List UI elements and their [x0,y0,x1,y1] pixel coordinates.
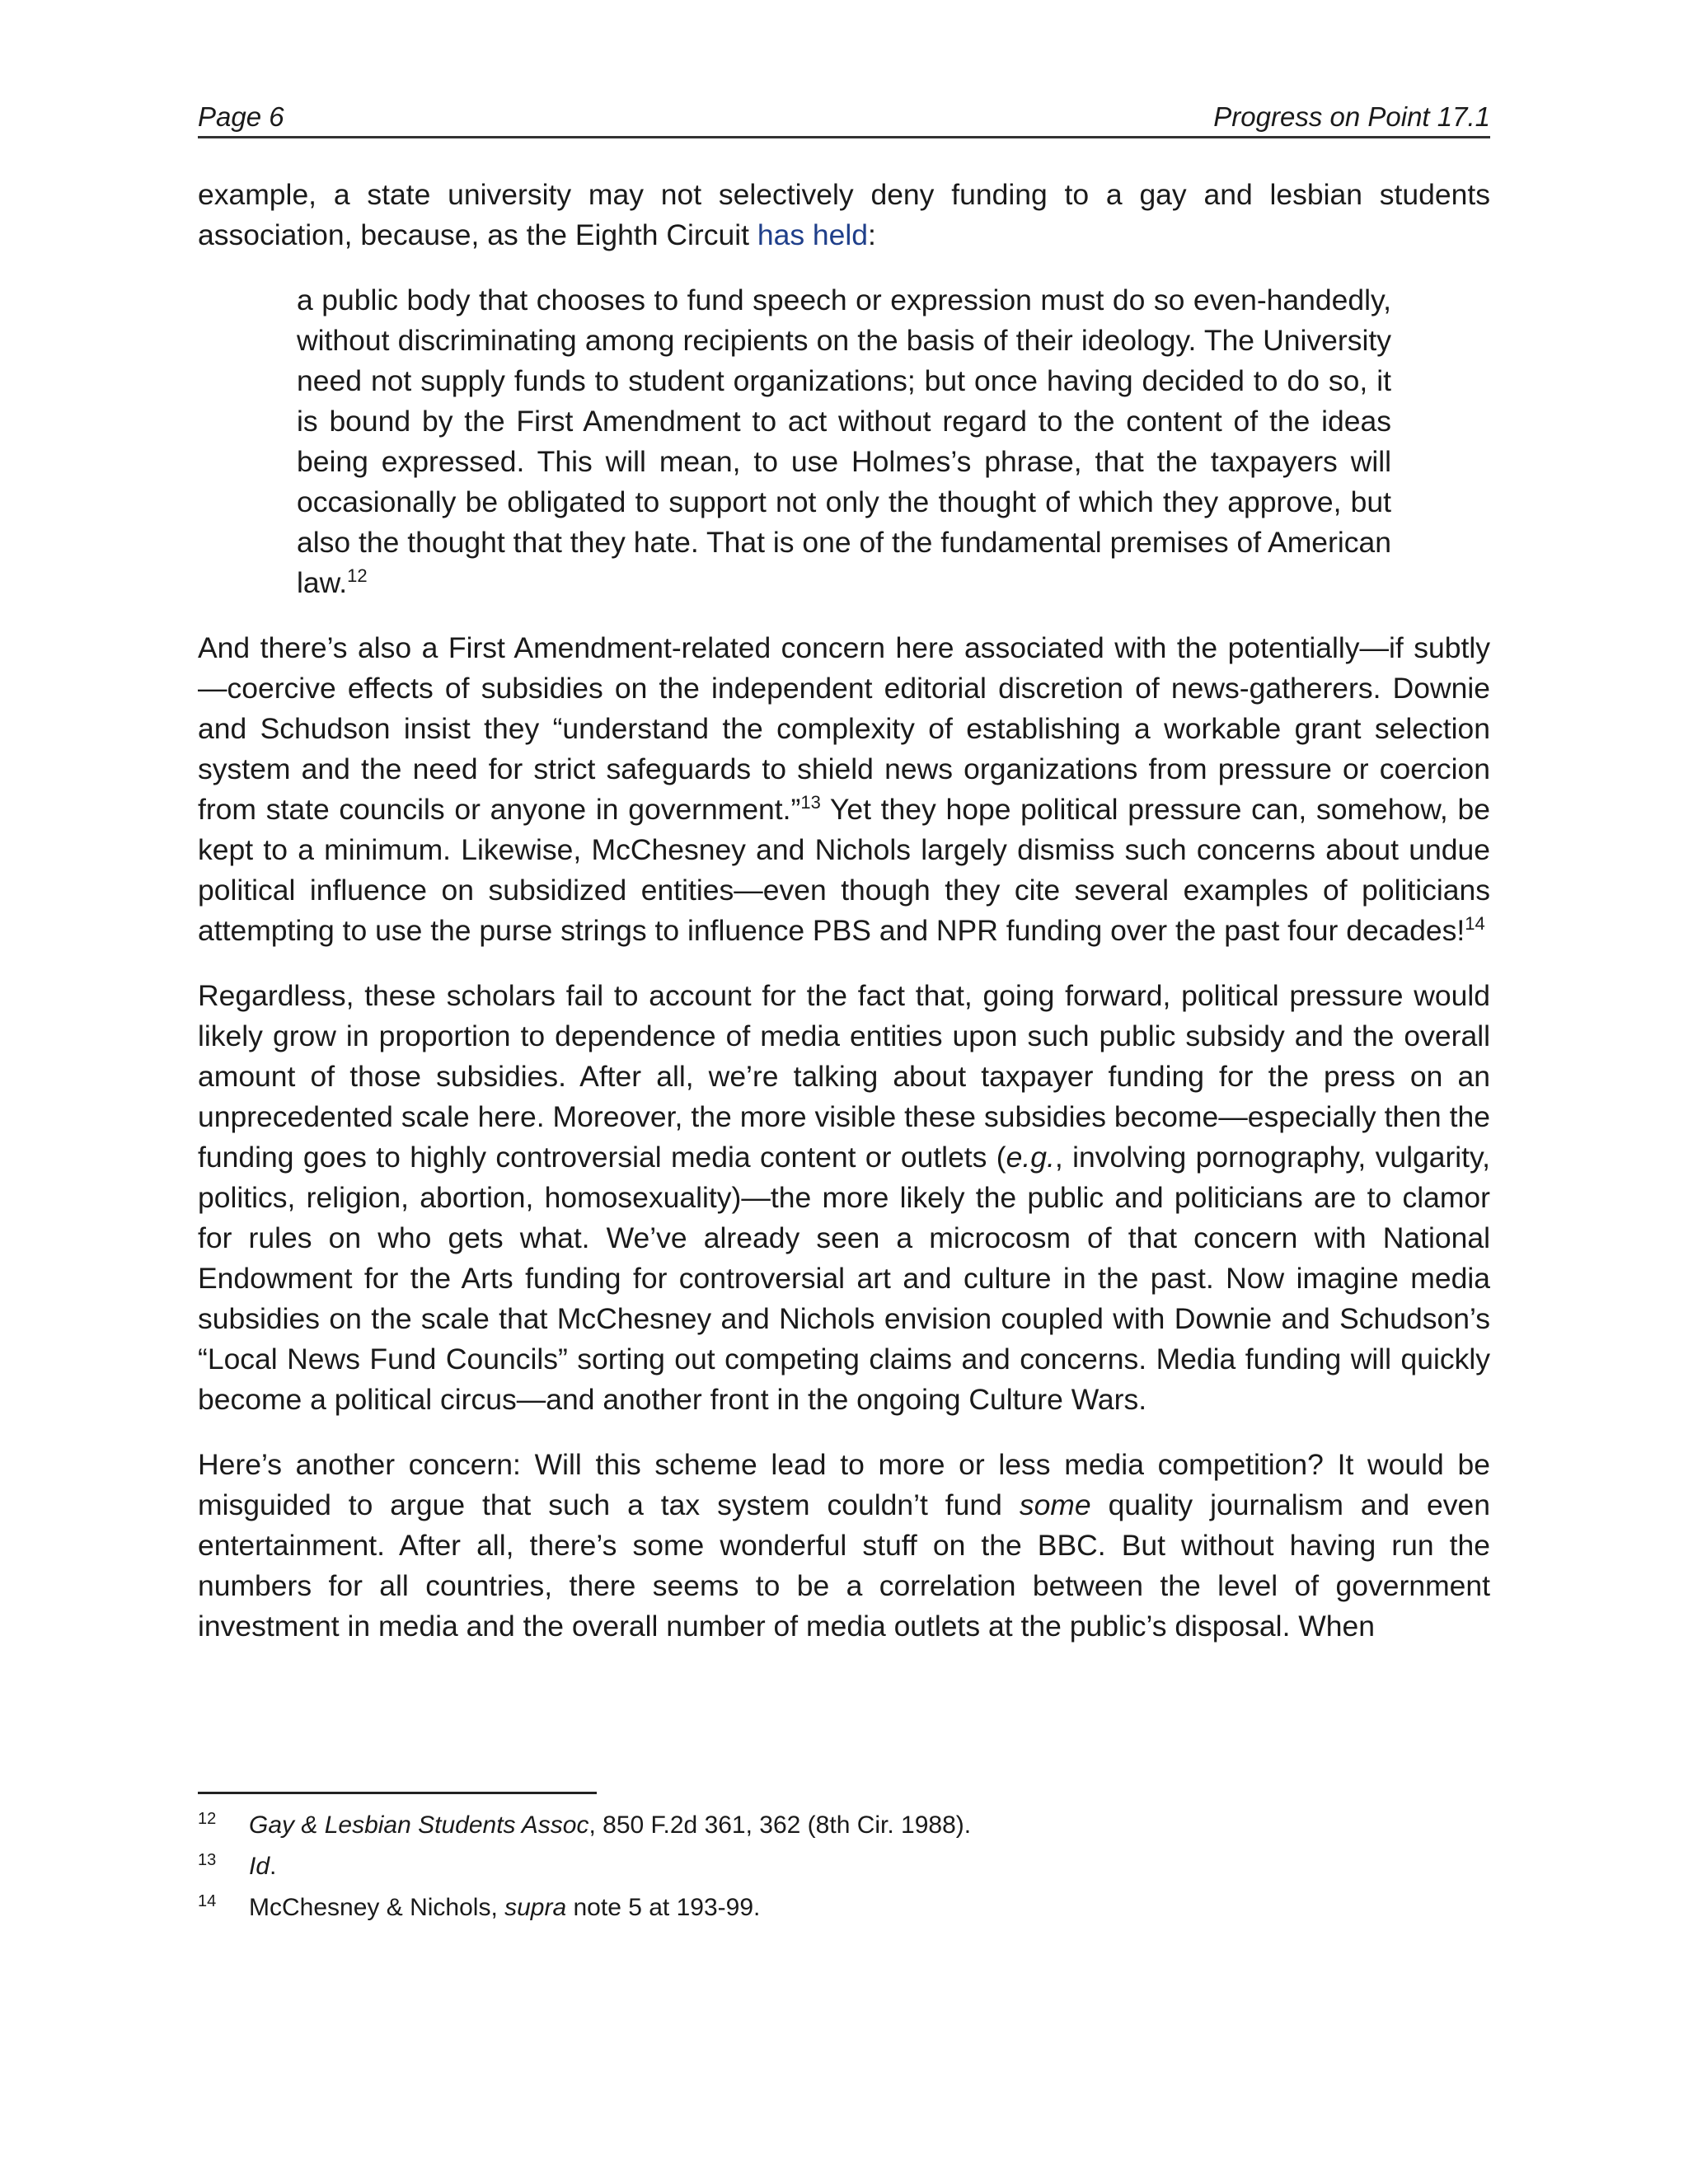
has-held-link[interactable]: has held [757,218,869,251]
footnote-separator [198,1792,597,1794]
footnote-number: 13 [198,1851,217,1869]
block-quote [297,280,1391,603]
paragraph-2-text-a: And there’s also a First Amendment-related concern here associated with the potentially—if subtly—coercive effects of subsidies on the independent editorial discretion of news-gatherers. Downie and Schudson insist they “understand the complexity of establishing a workable grant selection system and the need for strict safeguards to shield news organizations from pressure or coercion from state councils or anyone in government.” [198,631,1490,826]
paragraph-4-text-b: quality journalism and even entertainment. After all, there’s some wonderful stuff on the BBC. But without having run the numbers for all countries, there seems to be a correlation between the level of government investment in media and the overall number of media outlets at the public’s disposal. When [198,1488,1490,1643]
paragraph-4-text-a: Here’s another concern: Will this scheme lead to more or less media competition? It would be misguided to argue that such a tax system couldn’t fund [198,1448,1490,1521]
footnote-number: 12 [198,1810,217,1828]
footnote-authors: McChesney & Nichols, [249,1894,505,1921]
paragraph-3-text-a: Regardless, these scholars fail to account for the fact that, going forward, political pressure would likely grow in proportion to dependence of media entities upon such public subsidy and the overall amount of those subsidies. After all, we’re talking about taxpayer funding for the press on an unprecedented scale here. Moreover, the more visible these subsidies become—especially then the funding goes to highly controversial media content or outlets ( [198,979,1490,1174]
footnote-case-name: Gay & Lesbian Students Assoc [249,1811,589,1839]
block-quote-text: a public body that chooses to fund speech or expression must do so even-handedly, without discriminating among recipients on the basis of their ideology. The University need not supply funds to student organizations; but once having decided to do so, it is bound by the First Amendment to act without regard to the content of the ideas being expressed. This will mean, to use Holmes’s phrase, that the taxpayers will occasionally be obligated to support not only the thought of which they approve, but also the thought that they hate. That is one of the fundamental premises of American law. [297,284,1391,599]
page-header [198,97,1490,138]
footnote-supra: supra [504,1894,567,1921]
footnote-ref-14[interactable]: 14 [1465,913,1485,935]
footnote-citation: . [270,1853,277,1880]
footnote-number: 14 [198,1892,217,1910]
footnote-citation: note 5 at 193-99. [566,1894,761,1921]
paragraph-1 [198,175,1490,255]
paragraph-4 [198,1445,1490,1647]
paragraph-3-text-b: , involving pornography, vulgarity, politics, religion, abortion, homosexuality)—the more likely the public and politicians are to clamor for rules on who gets what. We’ve already seen a microcosm of that concern with National Endowment for the Arts funding for controversial art and culture in the past. Now imagine media subsidies on the scale that McChesney and Nichols envision coupled with Downie and Schudson’s “Local News Fund Councils” sorting out competing claims and concerns. Media funding will quickly become a political circus—and another front in the ongoing Culture Wars. [198,1141,1490,1416]
paragraph-4-emphasis: some [1019,1488,1091,1521]
footnotes [198,1805,1490,1929]
paragraph-1-text: example, a state university may not selectively deny funding to a gay and lesbian students association, because, as the Eighth Circuit [198,178,1490,251]
paragraph-2 [198,628,1490,951]
paragraph-2-text-b: Yet they hope political pressure can, somehow, be kept to a minimum. Likewise, McChesney and Nichols largely dismiss such concerns about undue political influence on subsidized entities—even though they cite several examples of politicians attempting to use the purse strings to influence PBS and NPR funding over the past four decades! [198,793,1490,947]
footnote-13 [198,1846,1490,1887]
footnote-id: Id [249,1853,270,1880]
footnote-ref-13[interactable]: 13 [800,792,821,813]
footnote-14 [198,1887,1490,1929]
body-text [198,175,1490,1671]
page-number: Page 6 [198,101,284,132]
footnote-citation: , 850 F.2d 361, 362 (8th Cir. 1988). [588,1811,972,1839]
paragraph-3 [198,976,1490,1420]
footnote-ref-12[interactable]: 12 [347,565,368,587]
publication-title: Progress on Point 17.1 [1213,101,1490,132]
footnote-12 [198,1805,1490,1846]
paragraph-3-emphasis: e.g. [1006,1141,1055,1174]
paragraph-1-colon: : [868,218,876,251]
